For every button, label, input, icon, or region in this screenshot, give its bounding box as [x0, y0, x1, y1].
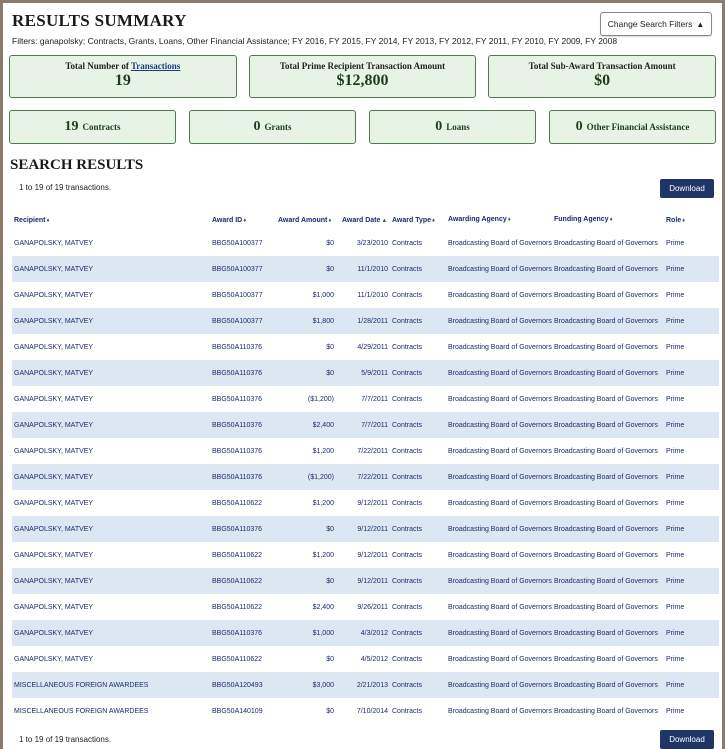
column-header-role[interactable]: Role♦ [666, 216, 686, 224]
awarding-agency-cell: Broadcasting Board of Governors [448, 707, 552, 715]
award-id-cell[interactable]: BBG50A110376 [212, 421, 263, 429]
results-summary-header [9, 3, 716, 53]
role-cell: Prime [666, 473, 685, 481]
category-count: 19 [64, 119, 79, 134]
prime-amount-box [249, 55, 477, 98]
download-button-top[interactable]: Download [660, 179, 714, 198]
recipient-cell[interactable]: GANAPOLSKY, MATVEY [14, 343, 94, 351]
award-amount-cell: $2,400 [312, 421, 334, 429]
funding-agency-cell: Broadcasting Board of Governors [554, 317, 658, 325]
recipient-cell[interactable]: MISCELLANEOUS FOREIGN AWARDEES [14, 707, 149, 715]
column-header-awarding-agency[interactable]: Awarding Agency♦ [448, 216, 511, 223]
funding-agency-cell: Broadcasting Board of Governors [554, 265, 658, 273]
awarding-agency-cell: Broadcasting Board of Governors [448, 603, 552, 611]
award-amount-cell: $0 [326, 343, 334, 351]
sort-icon: ♦ [46, 217, 50, 224]
award-date-cell: 7/7/2011 [361, 421, 388, 429]
award-date-cell: 9/26/2011 [357, 603, 388, 611]
award-type-cell: Contracts [392, 681, 422, 689]
role-cell: Prime [666, 291, 685, 299]
download-button-bottom[interactable]: Download [660, 730, 714, 749]
award-amount-cell: $1,000 [312, 291, 334, 299]
award-type-cell: Contracts [392, 317, 422, 325]
award-amount-cell: $1,200 [312, 499, 334, 507]
category-count: 0 [435, 119, 443, 134]
awarding-agency-cell: Broadcasting Board of Governors [448, 525, 552, 533]
table-row [12, 646, 719, 672]
award-date-cell: 4/3/2012 [360, 629, 388, 637]
recipient-cell[interactable]: GANAPOLSKY, MATVEY [14, 655, 94, 663]
award-date-cell: 4/29/2011 [357, 343, 388, 351]
award-type-cell: Contracts [392, 291, 422, 299]
recipient-cell[interactable]: GANAPOLSKY, MATVEY [14, 447, 94, 455]
role-cell: Prime [666, 577, 685, 585]
award-type-cell: Contracts [392, 577, 422, 585]
table-row [12, 360, 719, 386]
awarding-agency-cell: Broadcasting Board of Governors [448, 369, 552, 377]
award-id-cell[interactable]: BBG50A110376 [212, 447, 263, 455]
category-contracts[interactable] [9, 110, 176, 144]
column-header-funding-agency[interactable]: Funding Agency♦ [554, 216, 613, 223]
award-type-cell: Contracts [392, 343, 422, 351]
summary-totals [9, 55, 716, 98]
award-id-cell[interactable]: BBG50A100377 [212, 239, 263, 247]
total-transactions-value: 19 [114, 72, 131, 89]
total-transactions-label: Total Number of [65, 61, 129, 71]
recipient-cell[interactable]: GANAPOLSKY, MATVEY [14, 473, 94, 481]
sort-icon: ♦ [507, 217, 511, 223]
column-header-recipient[interactable]: Recipient♦ [14, 216, 50, 224]
recipient-cell[interactable]: GANAPOLSKY, MATVEY [14, 317, 94, 325]
funding-agency-cell: Broadcasting Board of Governors [554, 421, 658, 429]
subaward-amount-label: Total Sub-Award Transaction Amount [528, 61, 676, 71]
award-amount-cell: $1,200 [312, 551, 334, 559]
awarding-agency-cell: Broadcasting Board of Governors [448, 395, 552, 403]
sort-icon: ♦ [328, 217, 332, 224]
award-date-cell: 7/22/2011 [357, 473, 388, 481]
role-cell: Prime [666, 317, 685, 325]
table-row [12, 282, 719, 308]
role-cell: Prime [666, 447, 685, 455]
awarding-agency-cell: Broadcasting Board of Governors [448, 239, 552, 247]
award-id-cell[interactable]: BBG50A110622 [212, 551, 263, 559]
awarding-agency-cell: Broadcasting Board of Governors [448, 577, 552, 585]
award-amount-cell: ($1,200) [307, 395, 334, 403]
role-cell: Prime [666, 499, 685, 507]
award-date-cell: 4/5/2012 [360, 655, 388, 663]
column-header-award-type[interactable]: Award Type♦ [392, 216, 436, 224]
category-count: 0 [575, 119, 583, 134]
award-amount-cell: $0 [326, 525, 334, 533]
role-cell: Prime [666, 629, 685, 637]
recipient-cell[interactable]: GANAPOLSKY, MATVEY [14, 291, 94, 299]
table-row [12, 568, 719, 594]
table-row [12, 672, 719, 698]
award-type-cell: Contracts [392, 395, 422, 403]
role-cell: Prime [666, 265, 685, 273]
recipient-cell[interactable]: GANAPOLSKY, MATVEY [14, 551, 94, 559]
award-amount-cell: $3,000 [312, 681, 334, 689]
transactions-link[interactable]: Transactions [130, 61, 181, 71]
award-id-cell[interactable]: BBG50A110376 [212, 473, 263, 481]
award-id-cell[interactable]: BBG50A110622 [212, 499, 263, 507]
table-row [12, 256, 719, 282]
subaward-amount-value: $0 [594, 72, 611, 89]
award-type-cell: Contracts [392, 265, 422, 273]
award-type-cell: Contracts [392, 447, 422, 455]
award-amount-cell: $0 [326, 707, 334, 715]
recipient-cell[interactable]: GANAPOLSKY, MATVEY [14, 629, 94, 637]
award-amount-cell: $0 [326, 265, 334, 273]
recipient-cell[interactable]: GANAPOLSKY, MATVEY [14, 265, 94, 273]
sort-icon: ♦ [682, 217, 686, 224]
award-id-cell[interactable]: BBG50A100377 [212, 317, 263, 325]
table-row [12, 516, 719, 542]
table-row [12, 490, 719, 516]
award-date-cell: 11/1/2010 [357, 265, 388, 273]
table-row [12, 464, 719, 490]
awarding-agency-cell: Broadcasting Board of Governors [448, 655, 552, 663]
total-transactions-box [9, 55, 237, 98]
award-date-cell: 7/10/2014 [356, 707, 388, 715]
award-type-cell: Contracts [392, 525, 422, 533]
award-id-cell[interactable]: BBG50A100377 [212, 291, 263, 299]
awarding-agency-cell: Broadcasting Board of Governors [448, 291, 552, 299]
category-count: 0 [253, 119, 261, 134]
award-id-cell[interactable]: BBG50A110376 [212, 395, 263, 403]
table-row [12, 334, 719, 360]
awarding-agency-cell: Broadcasting Board of Governors [448, 317, 552, 325]
award-id-cell[interactable]: BBG50A140109 [212, 707, 263, 715]
category-grants[interactable] [189, 110, 356, 144]
awarding-agency-cell: Broadcasting Board of Governors [448, 343, 552, 351]
table-row [12, 698, 719, 724]
role-cell: Prime [666, 239, 685, 247]
funding-agency-cell: Broadcasting Board of Governors [554, 369, 658, 377]
award-date-cell: 9/12/2011 [357, 551, 388, 559]
award-amount-cell: $0 [326, 369, 334, 377]
role-cell: Prime [666, 369, 685, 377]
awarding-agency-cell: Broadcasting Board of Governors [448, 421, 552, 429]
funding-agency-cell: Broadcasting Board of Governors [554, 395, 658, 403]
award-amount-cell: $2,400 [312, 603, 334, 611]
award-date-cell: 9/12/2011 [357, 525, 388, 533]
role-cell: Prime [666, 551, 685, 559]
sort-icon: ♦ [609, 217, 613, 223]
award-date-cell: 3/23/2010 [356, 239, 388, 247]
award-type-cell: Contracts [392, 551, 422, 559]
category-label: Other Financial Assistance [586, 122, 690, 132]
table-row [12, 412, 719, 438]
role-cell: Prime [666, 421, 685, 429]
recipient-cell[interactable]: GANAPOLSKY, MATVEY [14, 395, 94, 403]
award-date-cell: 7/22/2011 [357, 447, 388, 455]
award-amount-cell: $0 [326, 655, 334, 663]
award-id-cell[interactable]: BBG50A100377 [212, 265, 263, 273]
recipient-cell[interactable]: GANAPOLSKY, MATVEY [14, 499, 94, 507]
recipient-cell[interactable]: GANAPOLSKY, MATVEY [14, 603, 94, 611]
results-table [12, 210, 719, 724]
column-header-award-date[interactable]: Award Date▲ [342, 216, 388, 224]
funding-agency-cell: Broadcasting Board of Governors [554, 603, 658, 611]
awarding-agency-cell: Broadcasting Board of Governors [448, 629, 552, 637]
awarding-agency-cell: Broadcasting Board of Governors [448, 447, 552, 455]
funding-agency-cell: Broadcasting Board of Governors [554, 681, 658, 689]
award-type-cell: Contracts [392, 421, 422, 429]
award-date-cell: 2/21/2013 [356, 681, 388, 689]
table-row [12, 230, 719, 256]
table-row [12, 386, 719, 412]
category-other-financial-assistance[interactable] [549, 110, 716, 144]
recipient-cell[interactable]: MISCELLANEOUS FOREIGN AWARDEES [14, 681, 149, 689]
recipient-cell[interactable]: GANAPOLSKY, MATVEY [14, 239, 94, 247]
awarding-agency-cell: Broadcasting Board of Governors [448, 473, 552, 481]
recipient-cell[interactable]: GANAPOLSKY, MATVEY [14, 421, 94, 429]
change-search-filters-button[interactable] [600, 12, 712, 36]
award-type-cell: Contracts [392, 707, 422, 715]
chevron-up-icon: ▲ [696, 19, 705, 29]
award-amount-cell: $1,000 [312, 629, 334, 637]
filters-text: Filters: ganapolsky; Contracts, Grants, Loans, Other Financial Assistance; FY 2016, FY 2015, FY 2014, FY 2013, FY 2012, FY 2011, FY 2010, FY 2009, FY 2008 [12, 36, 618, 46]
award-type-cell: Contracts [392, 499, 422, 507]
funding-agency-cell: Broadcasting Board of Governors [554, 629, 658, 637]
award-date-cell: 9/12/2011 [357, 499, 388, 507]
award-id-cell[interactable]: BBG50A110376 [212, 343, 263, 351]
award-type-cell: Contracts [392, 369, 422, 377]
funding-agency-cell: Broadcasting Board of Governors [554, 343, 658, 351]
role-cell: Prime [666, 343, 685, 351]
award-id-cell[interactable]: BBG50A110376 [212, 369, 263, 377]
category-label: Grants [264, 122, 292, 132]
award-amount-cell: $1,800 [312, 317, 334, 325]
sort-asc-icon: ▲ [381, 217, 388, 224]
funding-agency-cell: Broadcasting Board of Governors [554, 707, 658, 715]
funding-agency-cell: Broadcasting Board of Governors [554, 473, 658, 481]
awarding-agency-cell: Broadcasting Board of Governors [448, 499, 552, 507]
award-date-cell: 9/12/2011 [357, 577, 388, 585]
award-type-cell: Contracts [392, 473, 422, 481]
award-id-cell[interactable]: BBG50A120493 [212, 681, 263, 689]
award-date-cell: 11/1/2010 [357, 291, 388, 299]
column-header-award-id[interactable]: Award ID♦ [212, 216, 247, 224]
role-cell: Prime [666, 681, 685, 689]
award-type-cell: Contracts [392, 655, 422, 663]
table-row [12, 620, 719, 646]
recipient-cell[interactable]: GANAPOLSKY, MATVEY [14, 525, 94, 533]
recipient-cell[interactable]: GANAPOLSKY, MATVEY [14, 577, 94, 585]
award-id-cell[interactable]: BBG50A110376 [212, 629, 263, 637]
funding-agency-cell: Broadcasting Board of Governors [554, 447, 658, 455]
role-cell: Prime [666, 603, 685, 611]
award-id-cell[interactable]: BBG50A110622 [212, 603, 263, 611]
category-label: Contracts [82, 122, 121, 132]
funding-agency-cell: Broadcasting Board of Governors [554, 551, 658, 559]
award-id-cell[interactable]: BBG50A110622 [212, 655, 263, 663]
funding-agency-cell: Broadcasting Board of Governors [554, 525, 658, 533]
award-id-cell[interactable]: BBG50A110376 [212, 525, 263, 533]
results-count-top: 1 to 19 of 19 transactions. [19, 183, 112, 192]
sort-icon: ♦ [243, 217, 247, 224]
sort-icon: ♦ [432, 217, 436, 224]
table-row [12, 438, 719, 464]
role-cell: Prime [666, 707, 685, 715]
awarding-agency-cell: Broadcasting Board of Governors [448, 265, 552, 273]
subaward-amount-box [488, 55, 716, 98]
page-title: RESULTS SUMMARY [12, 11, 187, 30]
table-row [12, 594, 719, 620]
role-cell: Prime [666, 395, 685, 403]
prime-amount-label: Total Prime Recipient Transaction Amount [279, 61, 446, 71]
table-row [12, 542, 719, 568]
funding-agency-cell: Broadcasting Board of Governors [554, 239, 658, 247]
award-type-cell: Contracts [392, 239, 422, 247]
results-count-bottom: 1 to 19 of 19 transactions. [19, 735, 112, 744]
table-row [12, 308, 719, 334]
award-date-cell: 1/28/2011 [357, 317, 388, 325]
award-type-cell: Contracts [392, 603, 422, 611]
recipient-cell[interactable]: GANAPOLSKY, MATVEY [14, 369, 94, 377]
awarding-agency-cell: Broadcasting Board of Governors [448, 551, 552, 559]
award-date-cell: 5/9/2011 [361, 369, 388, 377]
role-cell: Prime [666, 525, 685, 533]
awarding-agency-cell: Broadcasting Board of Governors [448, 681, 552, 689]
funding-agency-cell: Broadcasting Board of Governors [554, 291, 658, 299]
funding-agency-cell: Broadcasting Board of Governors [554, 655, 658, 663]
search-results-title: SEARCH RESULTS [10, 157, 144, 173]
award-amount-cell: $1,200 [312, 447, 334, 455]
award-date-cell: 7/7/2011 [361, 395, 388, 403]
change-search-filters-label: Change Search Filters [607, 19, 693, 29]
award-type-cell: Contracts [392, 629, 422, 637]
funding-agency-cell: Broadcasting Board of Governors [554, 499, 658, 507]
award-amount-cell: ($1,200) [307, 473, 334, 481]
funding-agency-cell: Broadcasting Board of Governors [554, 577, 658, 585]
award-id-cell[interactable]: BBG50A110622 [212, 577, 263, 585]
category-loans[interactable] [369, 110, 536, 144]
category-filters [9, 110, 716, 144]
award-amount-cell: $0 [326, 239, 334, 247]
column-header-award-amount[interactable]: Award Amount♦ [278, 216, 332, 224]
category-label: Loans [446, 122, 470, 132]
table-header [12, 210, 719, 230]
role-cell: Prime [666, 655, 685, 663]
award-amount-cell: $0 [326, 577, 334, 585]
prime-amount-value: $12,800 [336, 72, 389, 89]
table-body [12, 230, 719, 724]
